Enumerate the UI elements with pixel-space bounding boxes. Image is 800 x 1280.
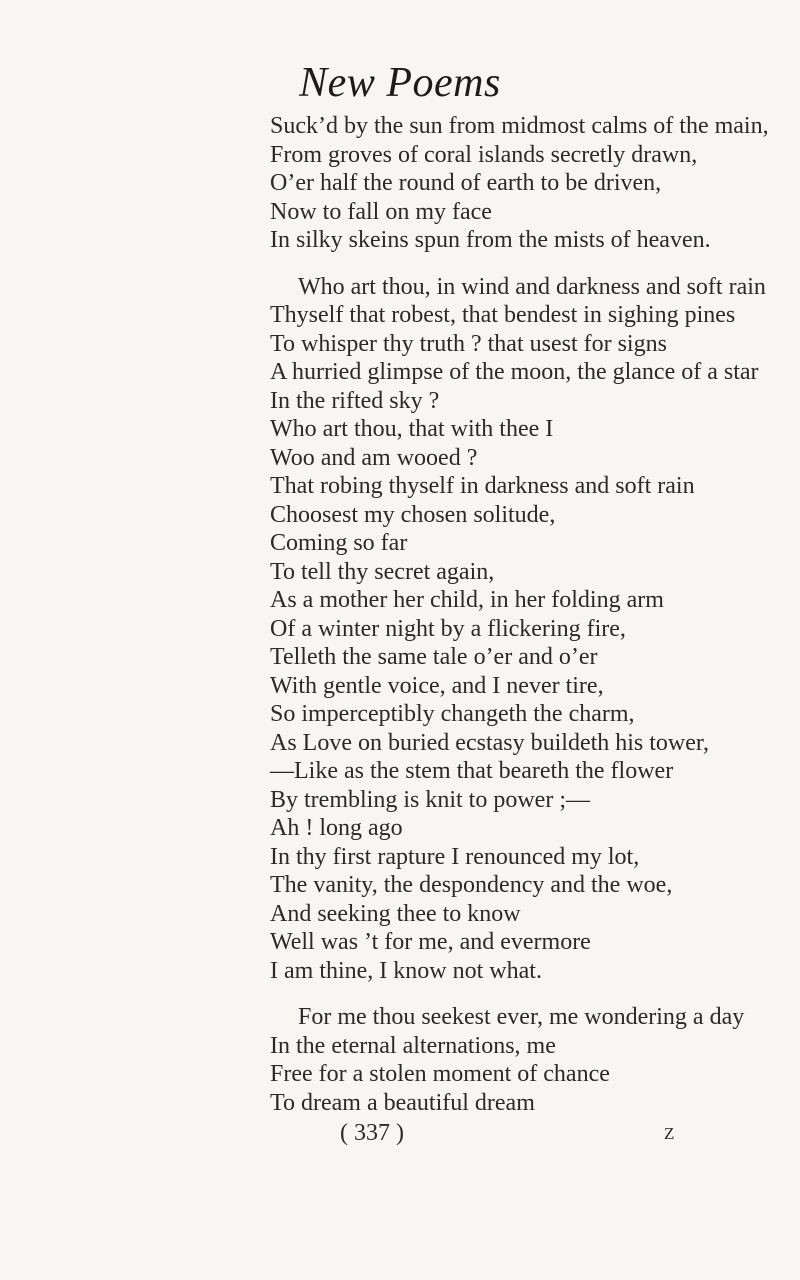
poem-line: In the rifted sky ? xyxy=(270,387,440,414)
poem-line: A hurried glimpse of the moon, the glance of a star xyxy=(270,359,759,385)
poem-line: Ah ! long ago xyxy=(270,815,403,841)
poem-line: I am thine, I know not what. xyxy=(270,957,542,984)
poem-line: And seeking thee to know xyxy=(270,900,521,927)
stanza xyxy=(0,112,800,255)
poem-line: Who art thou, that with thee I xyxy=(270,416,554,442)
poem-line: Choosest my chosen solitude, xyxy=(270,501,556,528)
poem-line: Of a winter night by a flickering fire, xyxy=(270,615,626,642)
stanza xyxy=(0,1003,800,1117)
poem-line: For me thou seekest ever, me wondering a day xyxy=(298,1004,745,1030)
poem-line: As Love on buried ecstasy buildeth his tower, xyxy=(270,729,709,756)
poem-line: Who art thou, in wind and darkness and soft rain xyxy=(298,273,766,300)
poem-line: Well was ’t for me, and evermore xyxy=(270,929,591,955)
poem-line: Now to fall on my face xyxy=(270,198,492,225)
page-number: ( 337 ) xyxy=(340,1120,404,1146)
poem-line: The vanity, the despondency and the woe, xyxy=(270,872,673,898)
poem-line: Telleth the same tale o’er and o’er xyxy=(270,644,598,670)
running-head: New Poems xyxy=(299,60,501,106)
poem-line: From groves of coral islands secretly drawn, xyxy=(270,141,698,168)
poem-line: With gentle voice, and I never tire, xyxy=(270,672,604,699)
poem-line: By trembling is knit to power ;— xyxy=(270,786,590,813)
poem-line: In the eternal alternations, me xyxy=(270,1032,556,1059)
stanza xyxy=(0,273,800,986)
poem-line: In thy first rapture I renounced my lot, xyxy=(270,843,640,870)
poem-line: To tell thy secret again, xyxy=(270,558,495,585)
poem-line: Free for a stolen moment of chance xyxy=(270,1061,610,1087)
poem-line: That robing thyself in darkness and soft rain xyxy=(270,473,695,499)
poem-line: To whisper thy truth ? that usest for signs xyxy=(270,330,667,357)
poem-body xyxy=(0,112,800,1117)
poem-line: So imperceptibly changeth the charm, xyxy=(270,701,635,727)
poem-line: Woo and am wooed ? xyxy=(270,444,478,471)
poem-line: As a mother her child, in her folding arm xyxy=(270,587,664,613)
signature-mark: Z xyxy=(664,1124,675,1143)
poem-line: Suck’d by the sun from midmost calms of the main, xyxy=(270,113,769,139)
poem-line: Thyself that robest, that bendest in sighing pines xyxy=(270,302,736,328)
poem-line: —Like as the stem that beareth the flower xyxy=(270,758,674,784)
poem-line: Coming so far xyxy=(270,530,408,556)
poem-line: To dream a beautiful dream xyxy=(270,1089,535,1116)
poem-line: In silky skeins spun from the mists of heaven. xyxy=(270,227,711,253)
poem-line: O’er half the round of earth to be driven, xyxy=(270,170,662,196)
